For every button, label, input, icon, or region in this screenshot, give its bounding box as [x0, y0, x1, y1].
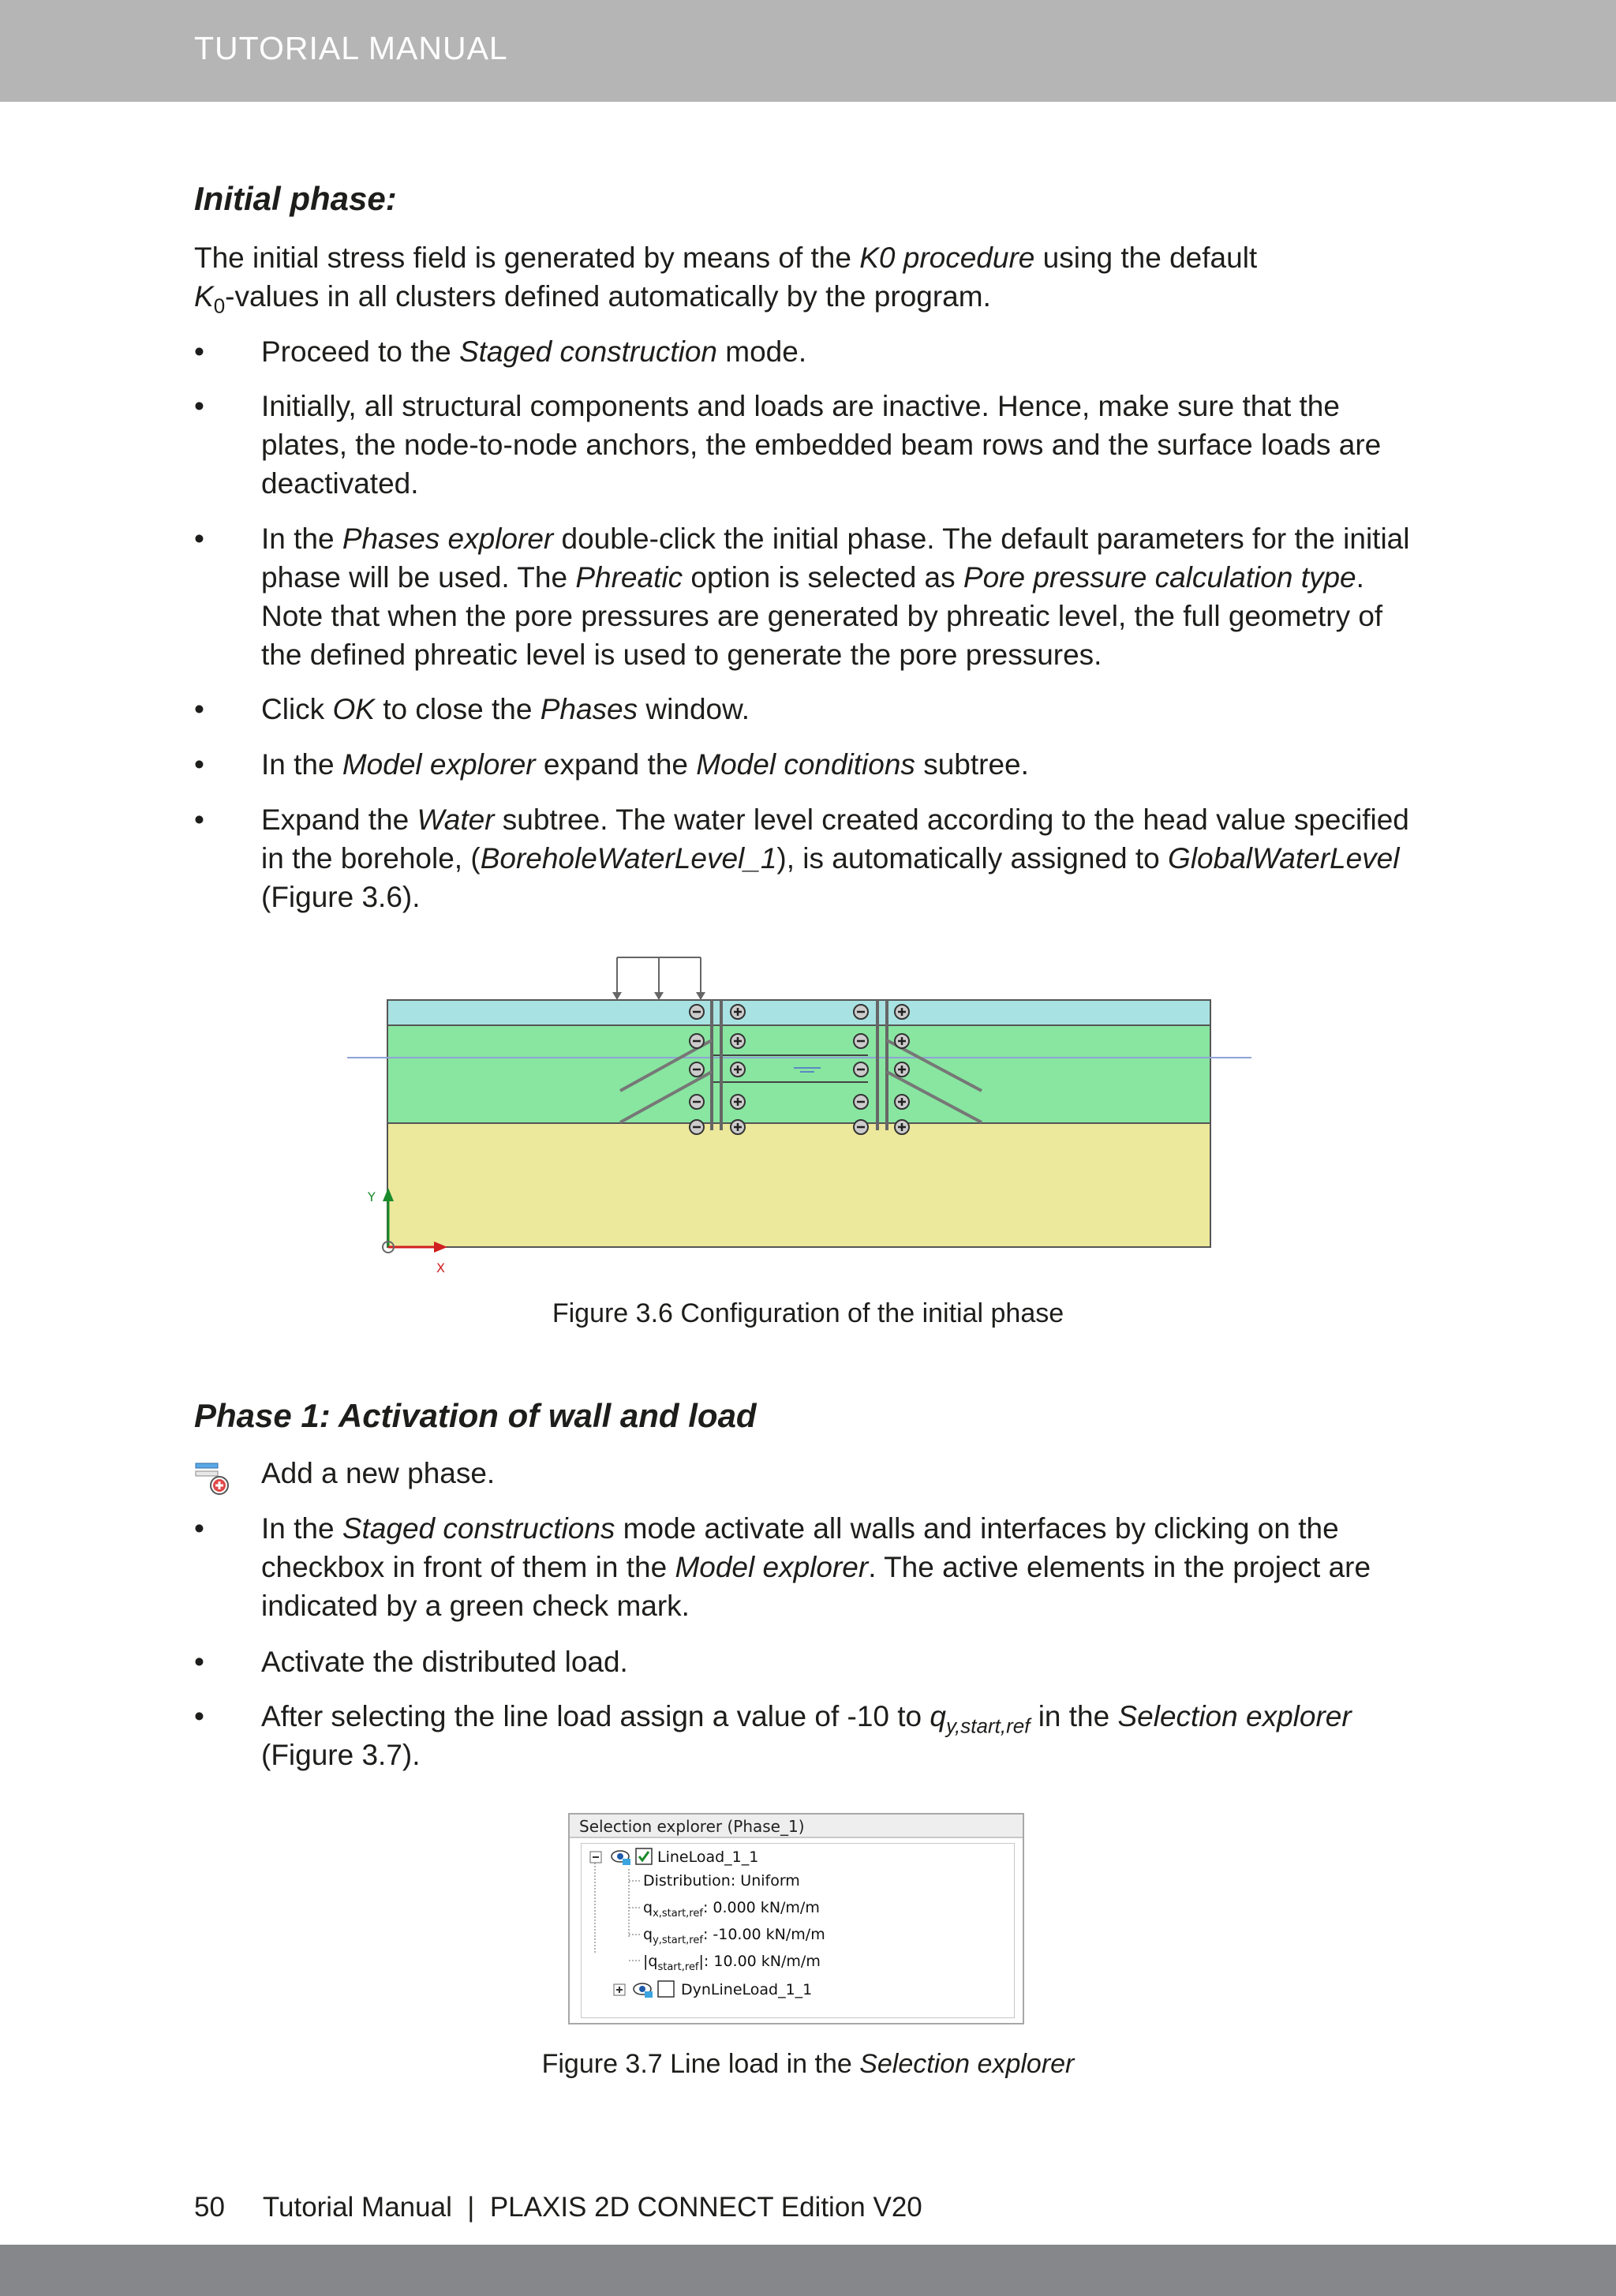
selection-explorer-title: Selection explorer (Phase_1) [570, 1815, 1023, 1838]
bullet-symbol: • [194, 1646, 204, 1678]
q-symbol: q [930, 1700, 946, 1732]
figure-initial-phase [344, 947, 1253, 1287]
text: . The active elements in the project are indicated by a green check mark. [261, 1551, 1371, 1622]
text: (Figure 3.6). [261, 881, 421, 913]
intro-k-sub: 0 [213, 294, 226, 318]
q-abs-symbol: |q [643, 1953, 658, 1970]
text-italic: Model conditions [696, 748, 915, 781]
text-italic: Model explorer [342, 748, 536, 781]
heading-phase-1: Phase 1: Activation of wall and load [194, 1397, 757, 1434]
intro-text-3: -values in all clusters defined automatically by the program. [225, 280, 991, 313]
collapse-toggle[interactable] [589, 1850, 602, 1867]
selection-explorer-panel [568, 1813, 1024, 2024]
figure-3-7-caption [0, 2047, 1616, 2081]
distribution-row[interactable]: Distribution: Uniform [643, 1872, 800, 1890]
lineload-checkbox[interactable] [635, 1848, 653, 1869]
selection-explorer-tree [581, 1843, 1015, 2018]
text-italic: Phases [540, 693, 638, 725]
text-italic: Model explorer [675, 1551, 869, 1583]
header-bar [0, 0, 1616, 102]
minus-box-icon [589, 1851, 602, 1863]
text-italic: Selection explorer [1117, 1700, 1352, 1732]
q-abs-subscript: start,ref [657, 1961, 699, 1973]
text-italic: Phases explorer [342, 522, 554, 555]
q-subscript: y,start,ref [945, 1714, 1031, 1738]
footer-text: 50 Tutorial Manual | PLAXIS 2D CONNECT Edition V20 [194, 2192, 922, 2223]
text: (Figure 3.7). [261, 1739, 421, 1771]
load-arrowhead [612, 992, 622, 1000]
intro-k0-procedure: K0 procedure [859, 242, 1035, 274]
q-abs-value: |: 10.00 kN/m/m [698, 1953, 821, 1970]
bullet-symbol: • [194, 1700, 204, 1732]
q-symbol: q [643, 1899, 653, 1916]
qy-subscript: y,start,ref [653, 1934, 703, 1946]
unchecked-checkbox-icon [657, 1980, 675, 1998]
bullet-symbol: • [194, 390, 204, 422]
text: expand the [535, 748, 697, 781]
eye-icon[interactable] [610, 1848, 632, 1870]
text-italic: Pore pressure calculation type [963, 561, 1356, 594]
qy-value: : -10.00 kN/m/m [702, 1926, 825, 1943]
checked-checkbox-icon [635, 1848, 653, 1865]
text-italic: Phreatic [575, 561, 683, 594]
text: mode. [717, 335, 807, 368]
text-italic: GlobalWaterLevel [1168, 842, 1400, 875]
text: In the [261, 1512, 342, 1545]
text: Click [261, 693, 333, 725]
y-axis-label: Y [368, 1189, 376, 1204]
add-phase-text: Add a new phase. [261, 1457, 496, 1489]
text-italic: OK [332, 693, 375, 725]
text: . Note that when the pore pressures are generated by phreatic level, the full geometry of the defined phreatic level is used to generate the pore pressures. [261, 561, 1383, 671]
intro-text-2: using the default [1034, 242, 1258, 274]
caption-text: Figure 3.7 Line load in the [541, 2049, 860, 2079]
green-soil-layer [387, 1025, 1210, 1123]
text: Proceed to the [261, 335, 459, 368]
heading-initial-phase: Initial phase: [194, 180, 397, 217]
text: mode activate all walls and interfaces by clicking on the checkbox in front of them in the [261, 1512, 1339, 1583]
text: subtree. The water level created according to the head value specified in the borehole, ( [261, 803, 1409, 875]
bullet-text: Initially, all structural components and loads are inactive. Hence, make sure that the plates, the node-to-node anchors, the embedded beam rows and the surface loads are deactivated. [261, 390, 1382, 500]
text: option is selected as [683, 561, 963, 594]
dynlineload-label[interactable]: DynLineLoad_1_1 [681, 1981, 813, 1998]
qx-value: : 0.000 kN/m/m [702, 1899, 820, 1916]
bullet-symbol: • [194, 803, 204, 836]
qx-subscript: x,start,ref [653, 1907, 703, 1920]
intro-text-1: The initial stress field is generated by means of the [194, 242, 860, 274]
text: in the [1030, 1700, 1118, 1732]
lineload-label[interactable]: LineLoad_1_1 [657, 1848, 759, 1866]
qx-row[interactable] [643, 1899, 820, 1920]
yellow-soil-layer [387, 1123, 1210, 1247]
text: double-click the initial phase. The default parameters for the initial phase will be used. The [261, 522, 1410, 594]
q-symbol: q [643, 1926, 653, 1943]
text: After selecting the line load assign a value of -10 to [261, 1700, 930, 1732]
bullet-symbol: • [194, 693, 204, 725]
footer-bar [0, 2245, 1616, 2296]
text: ), is automatically assigned to [776, 842, 1169, 875]
text: subtree. [915, 748, 1029, 781]
text-italic: BoreholeWaterLevel_1 [480, 842, 777, 875]
plus-box-icon [613, 1983, 626, 1996]
header-title: TUTORIAL MANUAL [194, 30, 508, 66]
load-arrowhead [696, 992, 705, 1000]
bullet-symbol: • [194, 1512, 204, 1545]
bullet-symbol: • [194, 748, 204, 781]
caption-italic: Selection explorer [859, 2049, 1075, 2079]
text: In the [261, 748, 342, 781]
qy-row[interactable] [643, 1926, 825, 1946]
text-italic: Water [417, 803, 495, 836]
text: to close the [374, 693, 541, 725]
bullet-symbol: • [194, 522, 204, 555]
expand-toggle[interactable] [613, 1983, 626, 2000]
intro-paragraph [194, 238, 1409, 316]
text: window. [638, 693, 750, 725]
load-arrowhead [654, 992, 664, 1000]
figure-3-6-caption: Figure 3.6 Configuration of the initial phase [552, 1298, 1064, 1328]
x-axis-label: X [436, 1260, 445, 1275]
water-layer [387, 1000, 1210, 1025]
add-phase-icon [194, 1460, 230, 1506]
eye-icon[interactable] [632, 1981, 654, 2002]
q-abs-row[interactable] [643, 1953, 821, 1973]
bullet-symbol: • [194, 335, 204, 368]
text: In the [261, 522, 342, 555]
model-geometry-drawing [344, 947, 1253, 1287]
text-italic: Staged construction [458, 335, 717, 368]
text-italic: Staged constructions [342, 1512, 615, 1545]
intro-k-symbol: K [194, 280, 214, 313]
dynlineload-checkbox[interactable] [657, 1980, 675, 2002]
text: Expand the [261, 803, 417, 836]
bullet-text: Activate the distributed load. [261, 1646, 628, 1678]
